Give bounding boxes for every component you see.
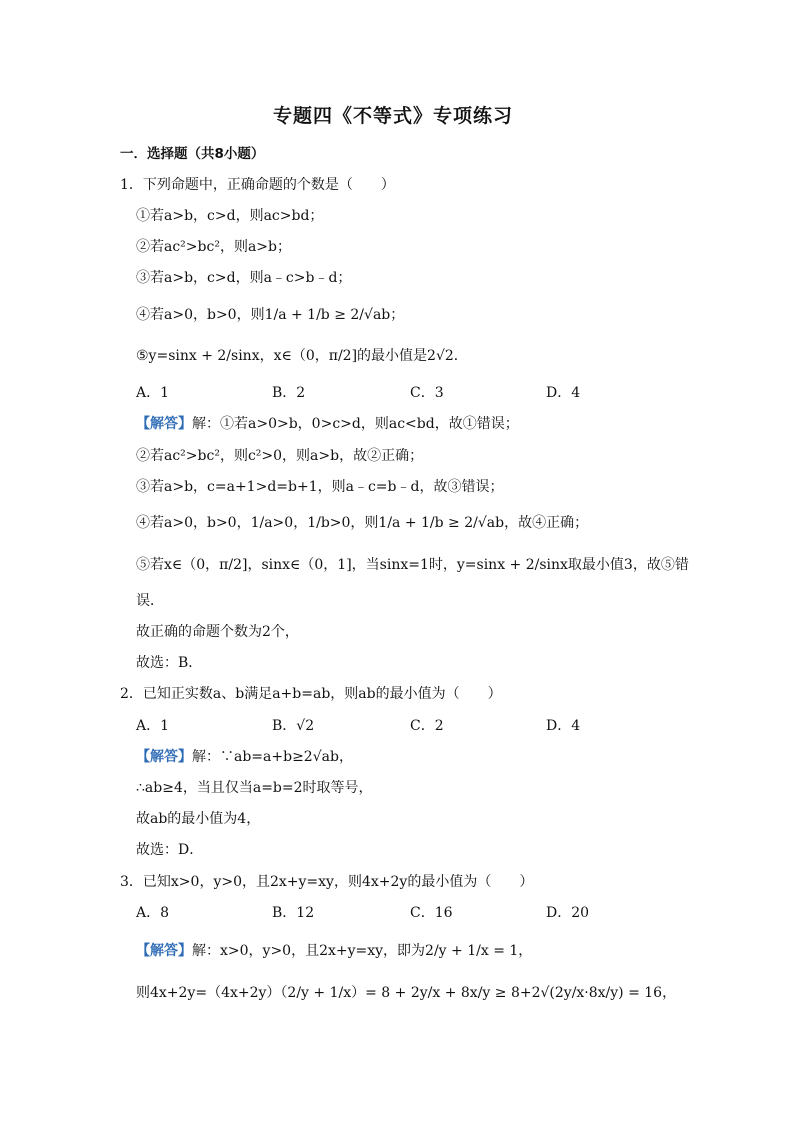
solution-text: 解：①若a>0>b，0>c>d，则ac<bd，故①错误； bbox=[192, 416, 519, 432]
question-2-option-d: D．4 bbox=[546, 718, 581, 734]
question-1-item-5: ⑤y=sinx + 2/sinx，x∈（0，π/2]的最小值是2√2． bbox=[136, 348, 468, 364]
question-1-solution-5: ⑤若x∈（0，π/2]，sinx∈（0，1]，当sinx=1时，y=sinx + 2/sinx取最小值3，故⑤错 bbox=[136, 557, 689, 573]
question-2-solution-1 bbox=[136, 747, 353, 767]
question-2-option-c: C．2 bbox=[410, 718, 444, 734]
question-1-item-1: ①若a>b，c>d，则ac>bd； bbox=[136, 208, 324, 224]
answer-tag: 【解答】 bbox=[136, 416, 192, 432]
question-1-option-d: D．4 bbox=[546, 385, 581, 401]
question-2-solution-2: ∴ab≥4，当且仅当a=b=2时取等号， bbox=[136, 780, 373, 796]
question-2-stem: 2．已知正实数a、b满足a+b=ab，则ab的最小值为（ ） bbox=[120, 686, 502, 702]
question-1-item-2: ②若ac²>bc²，则a>b； bbox=[136, 239, 291, 255]
question-3-stem: 3．已知x>0，y>0，且2x+y=xy，则4x+2y的最小值为（ ） bbox=[120, 874, 534, 890]
answer-tag: 【解答】 bbox=[136, 749, 192, 765]
answer-tag: 【解答】 bbox=[136, 943, 192, 959]
question-1-item-4: ④若a>0，b>0，则1/a + 1/b ≥ 2/√ab； bbox=[136, 307, 405, 323]
question-3-option-c: C．16 bbox=[410, 905, 453, 921]
question-3-option-a: A．8 bbox=[136, 905, 170, 921]
solution-text: 解：x>0，y>0，且2x+y=xy，即为2/y + 1/x = 1， bbox=[192, 943, 533, 959]
question-3-solution-1 bbox=[136, 941, 532, 961]
question-1-option-c: C．3 bbox=[410, 385, 444, 401]
question-2-option-a: A．1 bbox=[136, 718, 170, 734]
question-1-solution-6: 误． bbox=[136, 593, 164, 609]
question-2-option-b: B．√2 bbox=[272, 718, 315, 734]
question-1-option-b: B．2 bbox=[272, 385, 306, 401]
question-3-option-d: D．20 bbox=[546, 905, 590, 921]
section-heading: 一．选择题（共8小题） bbox=[120, 146, 265, 162]
question-1-item-3: ③若a>b，c>d，则a﹣c>b﹣d； bbox=[136, 270, 352, 286]
question-2-solution-4: 故选：D． bbox=[136, 842, 204, 858]
question-3-option-b: B．12 bbox=[272, 905, 315, 921]
question-1-solution-7: 故正确的命题个数为2个， bbox=[136, 624, 299, 640]
document-title: 专题四《不等式》专项练习 bbox=[273, 105, 514, 127]
question-1-solution-1 bbox=[136, 414, 519, 434]
solution-text: 解：∵ab=a+b≥2√ab， bbox=[192, 749, 353, 765]
question-2-solution-3: 故ab的最小值为4， bbox=[136, 811, 261, 827]
question-1-solution-3: ③若a>b，c=a+1>d=b+1，则a﹣c=b﹣d，故③错误； bbox=[136, 479, 504, 495]
question-1-solution-2: ②若ac²>bc²，则c²>0，则a>b，故②正确； bbox=[136, 448, 424, 464]
question-1-solution-4: ④若a>0，b>0，1/a>0，1/b>0，则1/a + 1/b ≥ 2/√ab，故④正确； bbox=[136, 515, 589, 531]
question-1-stem: 1．下列命题中，正确命题的个数是（ ） bbox=[120, 177, 395, 193]
question-3-solution-2: 则4x+2y=（4x+2y）（2/y + 1/x）= 8 + 2y/x + 8x/y ≥ 8+2√(2y/x·8x/y) = 16， bbox=[136, 985, 677, 1001]
question-1-option-a: A．1 bbox=[136, 385, 170, 401]
question-1-solution-8: 故选：B． bbox=[136, 655, 203, 671]
